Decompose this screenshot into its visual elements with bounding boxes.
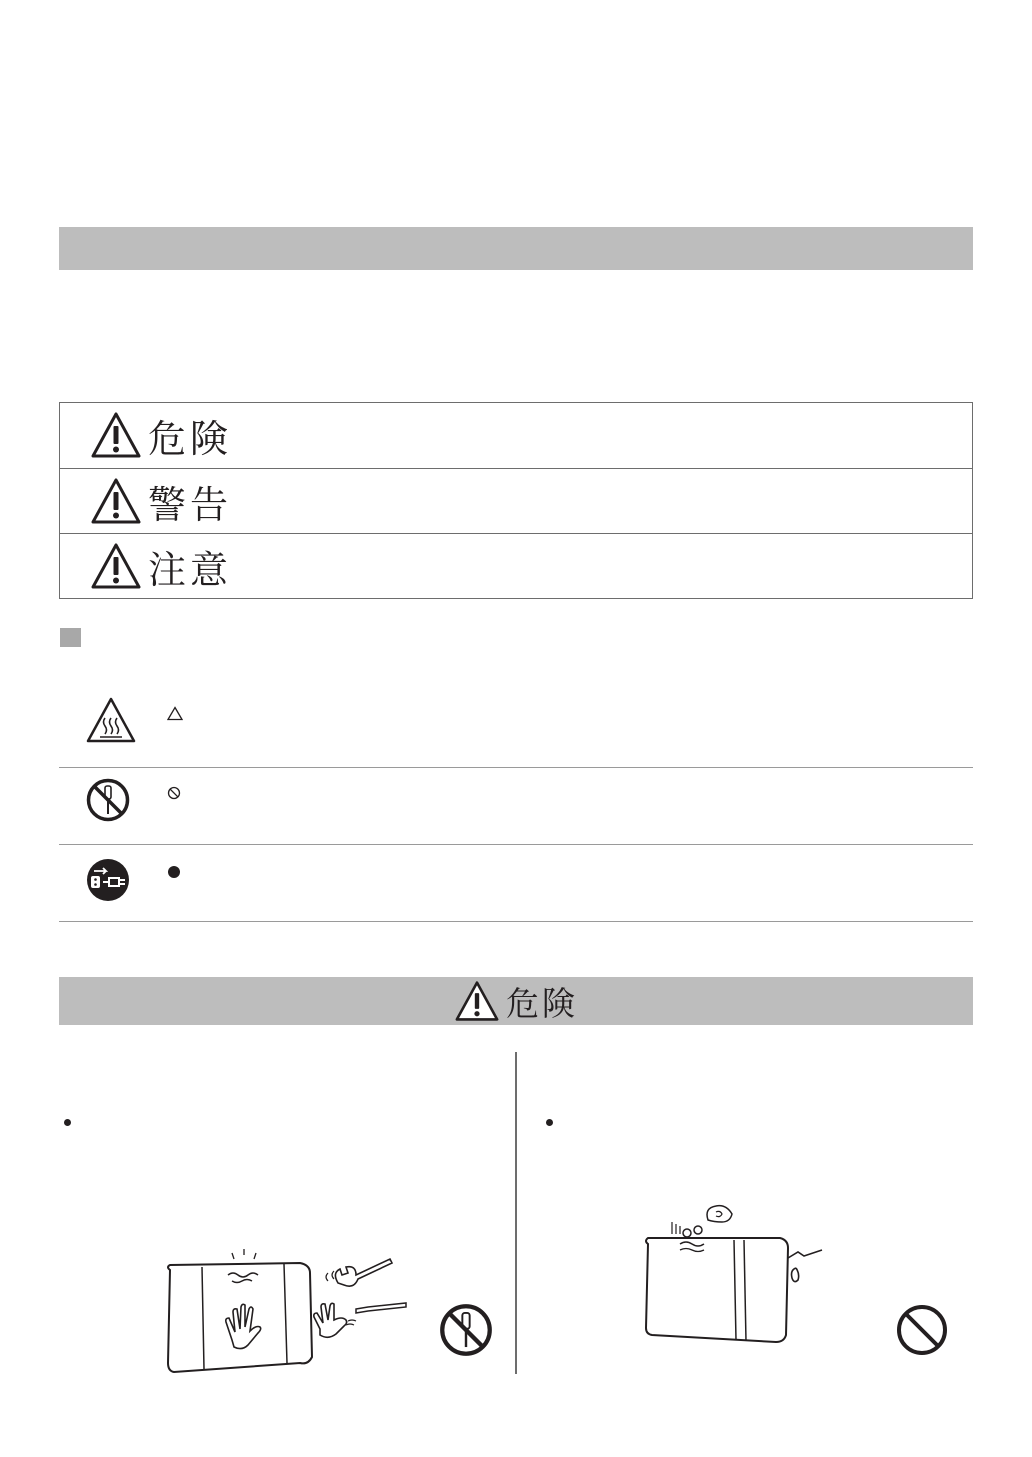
prohibition-mini-icon [167, 786, 181, 800]
filled-circle-icon [167, 865, 181, 879]
no-disassembly-icon [85, 777, 131, 823]
triangle-outline-icon [167, 706, 183, 721]
warning-triangle-icon [90, 477, 142, 525]
hazard-level-table [59, 402, 973, 599]
warning-triangle-icon [90, 542, 142, 590]
warning-triangle-icon [90, 411, 142, 459]
no-disassembly-icon [438, 1302, 494, 1358]
hazard-level-label: 注意 [148, 547, 233, 592]
top-heading-band [59, 227, 973, 270]
hazard-level-label: 危険 [148, 416, 233, 461]
bullet-point [546, 1119, 553, 1126]
hazard-level-label: 警告 [148, 482, 233, 527]
symbol-row-unplug [59, 844, 973, 922]
column-divider [515, 1052, 517, 1374]
unplug-instruction-icon [85, 857, 131, 903]
legend-section-marker [60, 628, 81, 647]
device-overheat-illustration [640, 1200, 830, 1350]
bullet-point [64, 1119, 71, 1126]
hazard-level-caution [60, 533, 972, 598]
symbol-row-hot-surface [59, 690, 973, 768]
hot-surface-icon [85, 696, 137, 744]
symbol-row-no-disassembly [59, 767, 973, 845]
hazard-level-warning [60, 468, 972, 533]
danger-section-header [59, 977, 973, 1025]
hazard-level-danger [60, 403, 972, 467]
device-tampering-illustration [160, 1245, 410, 1380]
prohibition-icon [895, 1303, 949, 1357]
danger-section-title: 危険 [506, 983, 578, 1023]
warning-triangle-icon [454, 980, 500, 1022]
